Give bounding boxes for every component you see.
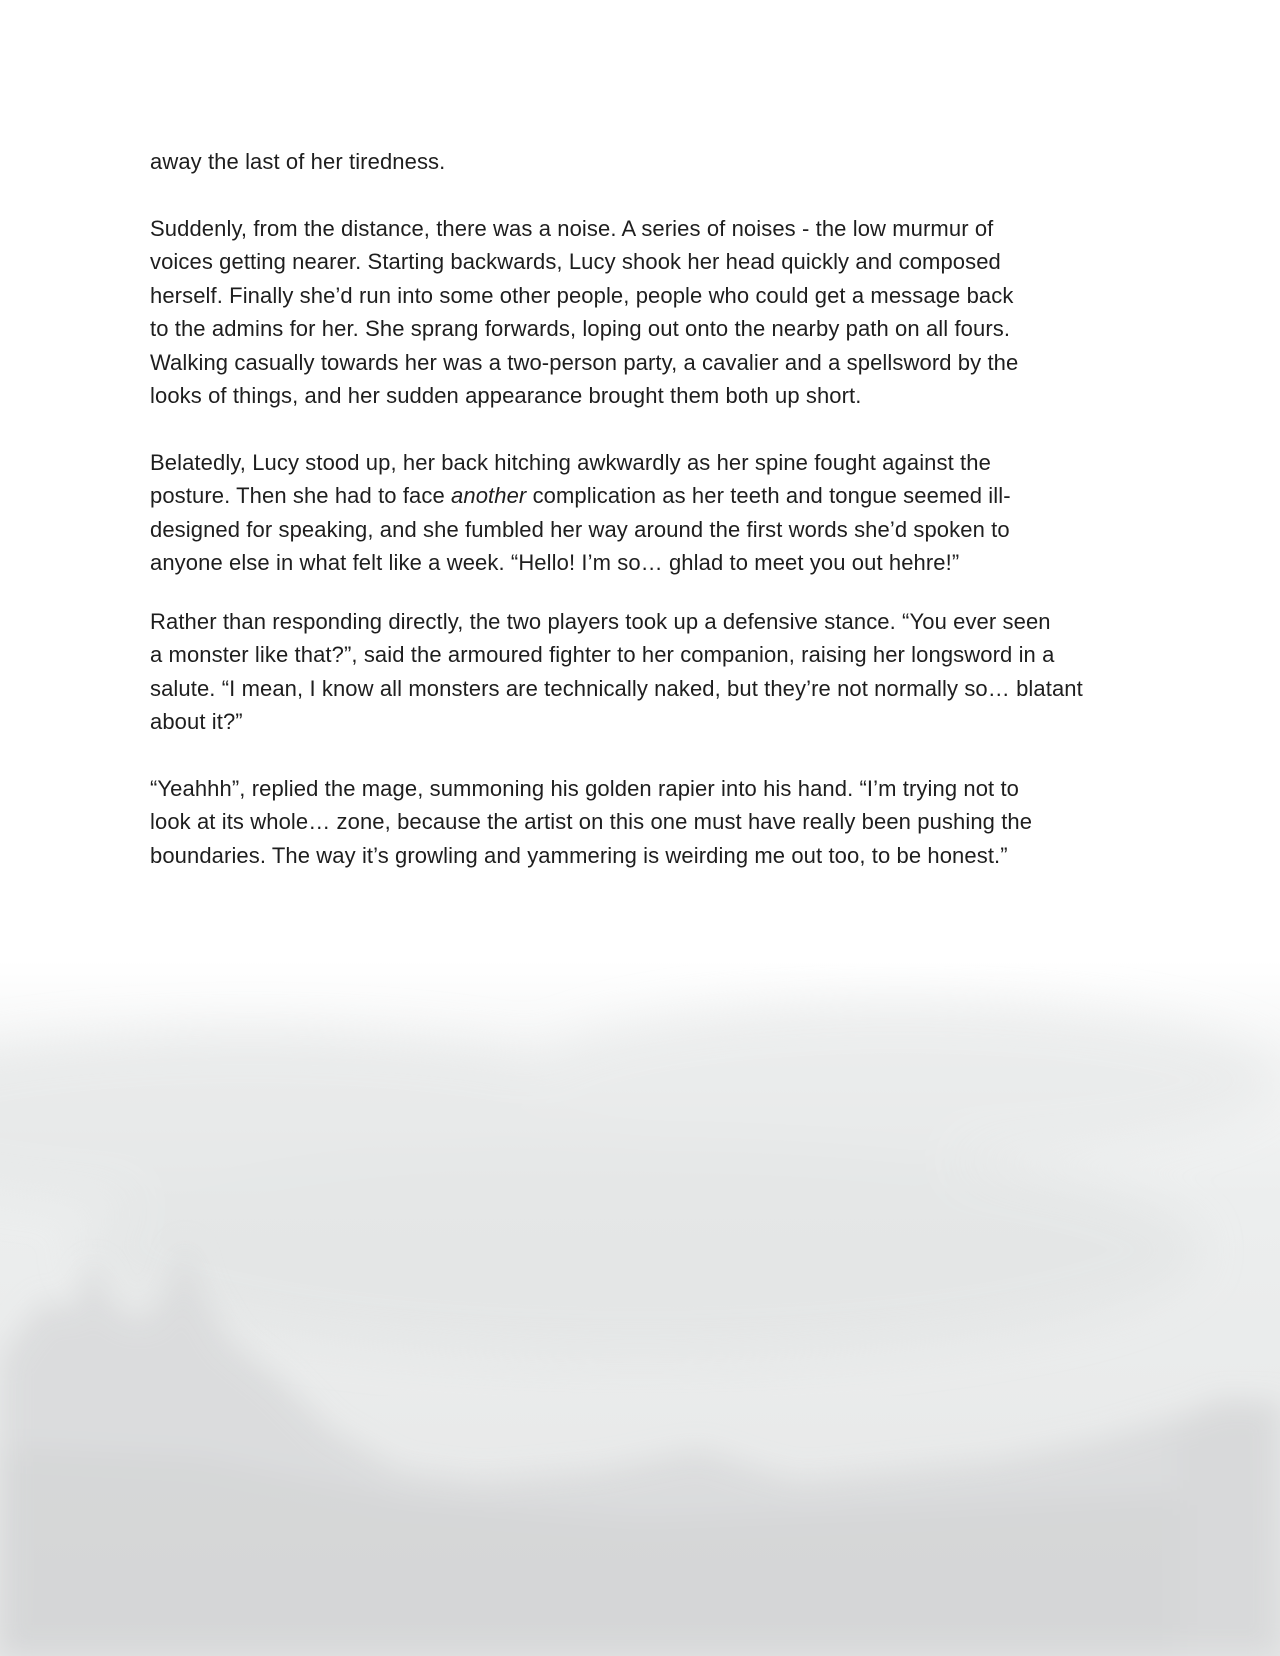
paragraph <box>150 145 1150 179</box>
text-line: designed for speaking, and she fumbled her way around the first words she’d spoken to <box>150 516 1010 542</box>
text-run: posture. Then she had to face <box>150 483 452 508</box>
text-line: Rather than responding directly, the two players took up a defensive stance. “You ever seen <box>150 608 1051 634</box>
text-line: a monster like that?”, said the armoured fighter to her companion, raising her longsword in a <box>150 642 1055 667</box>
paragraph <box>150 772 1150 873</box>
text-line: “Yeahhh”, replied the mage, summoning his golden rapier into his hand. “I’m trying not to <box>150 775 1020 801</box>
paragraph <box>150 212 1150 413</box>
text-line: herself. Finally she’d run into some other people, people who could get a message back <box>150 282 1014 308</box>
text-line: anyone else in what felt like a week. “Hello! I’m so… ghlad to meet you out hehre!” <box>150 550 960 575</box>
text-line <box>150 479 1150 513</box>
text-line: Suddenly, from the distance, there was a noise. A series of noises - the low murmur of <box>150 215 994 241</box>
text-line: to the admins for her. She sprang forwards, loping out onto the nearby path on all fours. <box>150 316 1011 341</box>
text-line: boundaries. The way it’s growling and yammering is weirding me out too, to be honest.” <box>150 842 1008 868</box>
text-line: about it?” <box>150 709 243 734</box>
paragraph <box>150 605 1150 739</box>
text-line: Belatedly, Lucy stood up, her back hitching awkwardly as her spine fought against the <box>150 449 991 475</box>
paragraph <box>150 446 1150 580</box>
text-line: look at its whole… zone, because the artist on this one must have really been pushing the <box>150 809 1033 834</box>
story-text <box>150 145 1150 872</box>
text-line: looks of things, and her sudden appearance brought them both up short. <box>150 383 862 408</box>
text-run: complication as her teeth and tongue seemed ill- <box>526 483 1011 508</box>
text-line: voices getting nearer. Starting backwards, Lucy shook her head quickly and composed <box>150 249 1001 274</box>
text-line: Walking casually towards her was a two-person party, a cavalier and a spellsword by the <box>150 349 1019 375</box>
emphasis-text: another <box>451 483 527 508</box>
text-line: salute. “I mean, I know all monsters are technically naked, but they’re not normally so… blatant <box>150 675 1083 701</box>
text-line: away the last of her tiredness. <box>150 149 446 174</box>
